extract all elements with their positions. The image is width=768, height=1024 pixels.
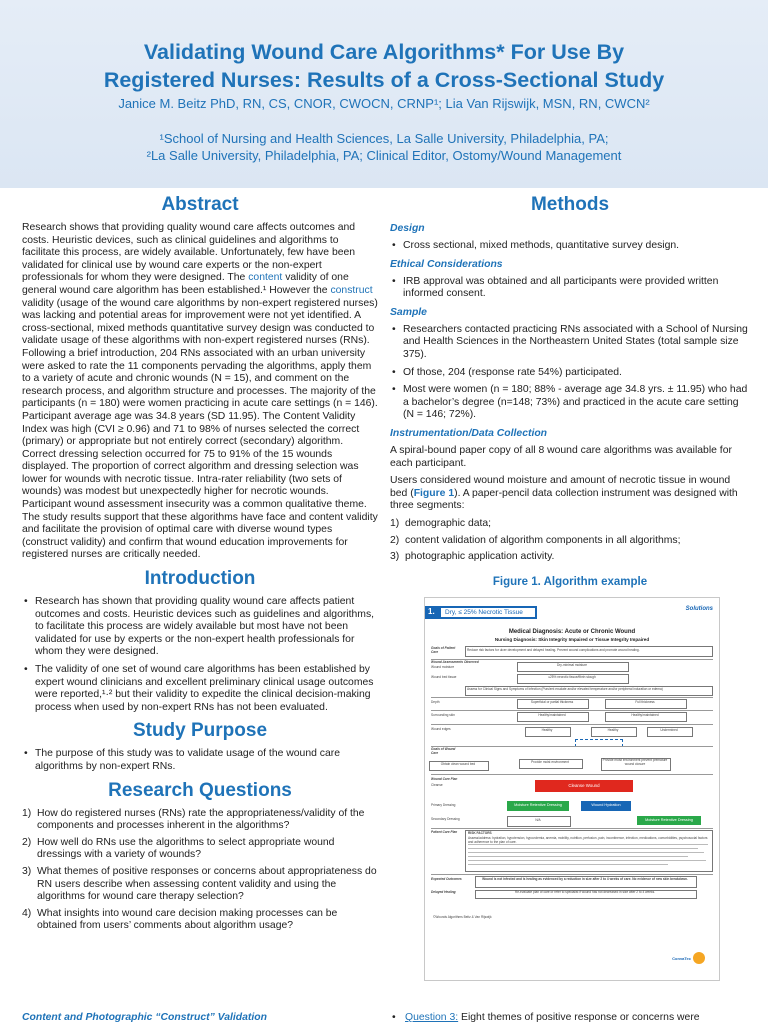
list-item: • Researchers contacted practicing RNs associated with a School of Nursing and Health Sciences in the Northeastern United States (total sample size 375).: [390, 324, 750, 362]
content-validation-label: Content and Photographic “Construct” Validation: [22, 1012, 267, 1023]
figure-edge-b: Healthy: [607, 728, 619, 732]
figure-bed-label: Wound bed tissue: [431, 675, 457, 679]
item-number: 3): [390, 551, 400, 563]
figure-edge-a: Healthy: [541, 728, 553, 732]
figure-delayed-label: Delayed Healing: [431, 890, 456, 894]
figure-primary-b: Wound Hydration: [591, 803, 621, 807]
figure-primary-label: Primary Dressing: [431, 803, 456, 807]
list-item: • IRB approval was obtained and all participants were provided written informed consent.: [390, 276, 750, 301]
figure-patient-label: Patient Care Plan: [431, 830, 458, 834]
research-questions-list: [22, 808, 378, 933]
left-column: [22, 190, 378, 937]
list-item: [390, 535, 750, 548]
design-list: [390, 240, 750, 253]
item-text: demographic data;: [405, 517, 492, 529]
figure-depth-a: Superficial or partial thickness: [530, 700, 574, 704]
figure-dx-title: Medical Diagnosis: Acute or Chronic Wound: [508, 629, 636, 635]
figure-moist-label: Wound moisture: [431, 665, 455, 669]
sample-label: Sample: [390, 306, 427, 318]
figure-caption: Figure 1. Algorithm example: [492, 575, 648, 588]
ethics-list: [390, 276, 750, 301]
list-item: [390, 551, 750, 564]
research-questions-heading: Research Questions: [108, 779, 292, 801]
item-number: 2): [22, 836, 32, 848]
figure-goals2-label: Goals of Wound Care: [431, 747, 456, 755]
instrumentation-label: Instrumentation/Data Collection: [390, 427, 548, 439]
abstract-part-1: Research shows that providing quality wound care affects outcomes and costs. Heuristic devices, such as clinical guidelines and algorithms to facilitate this process, are widely available. Unfortunately, few have been validated for clinical use by wound care experts or the non-expert professionals for whom they were designed. The: [22, 222, 356, 284]
ethics-label: Ethical Considerations: [390, 258, 503, 270]
study-purpose-heading: Study Purpose: [132, 720, 268, 742]
design-label: Design: [390, 223, 425, 234]
figure-secondary-b: Moisture Retentive Dressing: [645, 818, 693, 822]
list-item: • Cross sectional, mixed methods, quantitative survey design.: [390, 240, 750, 253]
list-item: [390, 518, 750, 531]
question-3-text: • Question 3: Eight themes of positive response or concerns were: [392, 1012, 700, 1023]
algorithm-figure: [424, 597, 720, 981]
figure-outcome-label: Expected Outcomes: [431, 877, 462, 881]
figure-goals-text: Reduce risk factors for ulcer development and delayed healing. Prevent wound complications and promote wound healing.: [467, 648, 640, 652]
list-item: [22, 808, 378, 833]
figure-skin-b: Healthy/maintained: [631, 713, 659, 717]
figure-goal-a: Obtain clean wound bed: [440, 762, 476, 766]
study-purpose-list: [22, 748, 378, 773]
list-item: [22, 866, 378, 904]
instrumentation-text-1: A spiral-bound paper copy of all 8 wound care algorithms was available for each participant.: [390, 444, 732, 469]
abstract-heading: Abstract: [161, 194, 239, 215]
figure-bed-text: ≤25% necrotic tissue/fibrin slough: [548, 675, 596, 679]
figure-primary-a: Moisture Retentive Dressing: [514, 803, 562, 807]
abstract-construct-word: construct: [330, 284, 373, 296]
figure-footer-left: ©Wounds Algorithms Beitz & Van Rijswijk: [433, 915, 492, 919]
list-item: [22, 908, 378, 933]
figure-risk-text: Assess/address: hydration, hypotension, hypovolemia, anemia, mobility, nutrition, perfusion, pain, incontinence, infection, medications, comorbidities, psychosocial factors and adherence to the plan of care.: [468, 836, 708, 844]
figure-edge-c: Undermined: [660, 728, 678, 732]
figure-assess-label: Wound Assessments Observed: [431, 660, 479, 664]
list-item: • Research has shown that providing quality wound care affects patient outcomes and costs. Heuristic devices such as guidelines and algorithms, to facilitate this process are widely available but most have not been validated for use by experts or the non-expert health professionals for whom they were designed.: [22, 596, 378, 659]
figure-outcome-text: Wound is not infected and is healing as evidenced by a reduction in size after 2 to 4 weeks of care. No evidence of new skin breakdown.: [482, 877, 688, 881]
question-3-body: Eight themes of positive response or concerns were: [458, 1012, 700, 1023]
question-3-label: Question 3:: [405, 1012, 459, 1023]
instr-part-a: Users considered wound moisture and amount of necrotic tissue in wound bed (: [390, 475, 731, 499]
methods-heading: Methods: [530, 194, 610, 215]
figure-logo: Solutions: [685, 606, 713, 612]
figure-skin-a: Healthy/maintained: [538, 713, 566, 717]
figure-skin-label: Surrounding skin: [431, 713, 455, 717]
figure-tab-number: 1.: [428, 607, 435, 616]
figure-cleanse-text: Cleanse Wound: [568, 783, 600, 788]
figure-depth-b: Full thickness: [635, 700, 655, 704]
figure-1-link[interactable]: Figure 1: [413, 487, 455, 499]
item-number: 4): [22, 907, 32, 919]
item-number: 2): [390, 534, 400, 546]
affiliation-1: ¹School of Nursing and Health Sciences, La Salle University, Philadelphia, PA;: [159, 131, 609, 146]
item-text: What themes of positive responses or concerns about appropriateness do RN users describe when assessing content validity and using the algorithms for wound care therapy selection?: [37, 865, 377, 903]
figure-goal-c: Provide moist environment prevent premature wound closure: [602, 758, 668, 766]
abstract-text: [22, 222, 378, 562]
list-item: [22, 837, 378, 862]
figure-dx-sub: Nursing Diagnosis: Skin Integrity Impaired or Tissue Integrity Impaired: [494, 637, 650, 642]
figure-edges-label: Wound edges: [431, 727, 451, 731]
figure-goals-label: Goals of Patient Care: [431, 646, 456, 654]
list-item: • The validity of one set of wound care algorithms has been established by expert wound clinicians and excellent preliminary clinical usage outcomes were reported,¹·² but their validity to expedite the clinical decision-making process when used by non-expert RNs has not been evaluated.: [22, 664, 378, 714]
figure-delayed-text: Re-evaluate plan of care or refer to specialist if wound has not decreased in size after 2 to 4 weeks.: [514, 890, 656, 894]
figure-plan-label: Wound Care Plan: [431, 777, 458, 781]
figure-cleanse-label: Cleanse: [431, 783, 443, 787]
poster-header: [0, 0, 768, 188]
list-item: • Most were women (n = 180; 88% - average age 34.8 yrs. ± 11.95) who had a bachelor’s degree (n=148; 73%) and practiced in the acute care setting (N = 146; 72%).: [390, 384, 750, 422]
figure-secondary-a: N/A: [535, 818, 541, 822]
figure-footer-right: ConvaTec: [672, 956, 691, 961]
item-number: 1): [390, 517, 400, 529]
item-text: What insights into wound care decision making processes can be obtained from users’ comments about algorithm usage?: [37, 907, 338, 932]
item-text: How well do RNs use the algorithms to select appropriate wound dressings with a variety of wounds?: [37, 836, 335, 861]
item-text: content validation of algorithm components in all algorithms;: [405, 534, 681, 546]
instrumentation-text-2: [390, 475, 750, 513]
item-number: 1): [22, 807, 32, 819]
figure-tab: [425, 606, 537, 619]
item-text: photographic application activity.: [405, 551, 555, 563]
title-line-2: Registered Nurses: Results of a Cross-Sectional Study: [103, 68, 665, 92]
list-item: • The purpose of this study was to validate usage of the wound care algorithms by non-expert RNs.: [22, 748, 378, 773]
list-item: • Of those, 204 (response rate 54%) participated.: [390, 367, 750, 380]
authors: Janice M. Beitz PhD, RN, CS, CNOR, CWOCN, CRNP¹; Lia Van Rijswijk, MSN, RN, CWCN²: [118, 96, 650, 111]
title-line-1: Validating Wound Care Algorithms* For Use By: [143, 40, 625, 64]
poster-title: [20, 38, 748, 94]
introduction-list: [22, 596, 378, 714]
abstract-part-3: validity (usage of the wound care algorithms by non-expert registered nurses) was lacking and potential areas for improvement were not yet identified. A cross-sectional, mixed methods quantitative survey design was conducted to validate usage of these algorithms with non-expert registered nurses (RNs). Following a brief introduction, 204 RNs associated with an urban university were asked to rate the 11 components pervading the algorithms, apply them to a variety of acute and chronic wounds (N = 15), and comment on the research process, and algorithm structure and processes. The majority of the participants (n = 180) were women practicing in acute care settings (n = 146). Participant average age was 34.8 years (SD 11.95). The Content Validity Index was high (CVI ≥ 0.96) and 71 to 98% of nurses selected the correct (primary) or appropriate but not entirely correct (secondary) algorithm. Correct dressing selection occurred for 75 to 91% of the 15 wounds displayed. The proportion of correct algorithm and dressing selection was lower for wounds with necrotic tissue. Intra-rater reliability (two sets of wounds) was modest but unexpectedly higher for necrotic wounds. Participant wound assessment insecurity was a common qualitative theme. The study results support that these algorithms have face and content validity and facilitate the provision of optimal care with diverse wound types (construct validity) and confirm that wound education improvements for registered nurses are critically needed.: [22, 297, 378, 561]
figure-assess-note: Assess for Clinical Signs and Symptoms of Infection (Purulent exudate and/or elevated temperature and/or peripheral induration or edema): [467, 687, 663, 691]
figure-depth-label: Depth: [431, 700, 440, 704]
right-column: [390, 190, 750, 588]
abstract-part-2: validity of one general wound care algorithm has been established.¹ However the: [22, 272, 349, 296]
instr-part-b: ). A paper-pencil data collection instrument was designed with three segments:: [390, 487, 738, 512]
affiliation-2: ²La Salle University, Philadelphia, PA; Clinical Editor, Ostomy/Wound Management: [146, 148, 622, 163]
introduction-heading: Introduction: [144, 568, 256, 590]
segments-list: [390, 518, 750, 564]
figure-risk-title: RISK FACTORS: [468, 831, 492, 835]
figure-moist-text: Dry-minimal moisture: [556, 663, 588, 667]
figure-goal-b: Provide moist environment: [531, 760, 569, 764]
item-text: How do registered nurses (RNs) rate the appropriateness/validity of the components and processes inherent in the algorithms?: [37, 807, 365, 832]
convatec-logo-icon: [693, 952, 705, 964]
item-number: 3): [22, 865, 32, 877]
abstract-content-word: content: [248, 272, 283, 284]
figure-tab-text: Dry, ≤ 25% Necrotic Tissue: [445, 609, 523, 616]
figure-secondary-label: Secondary Dressing: [431, 817, 460, 821]
sample-list: [390, 324, 750, 422]
